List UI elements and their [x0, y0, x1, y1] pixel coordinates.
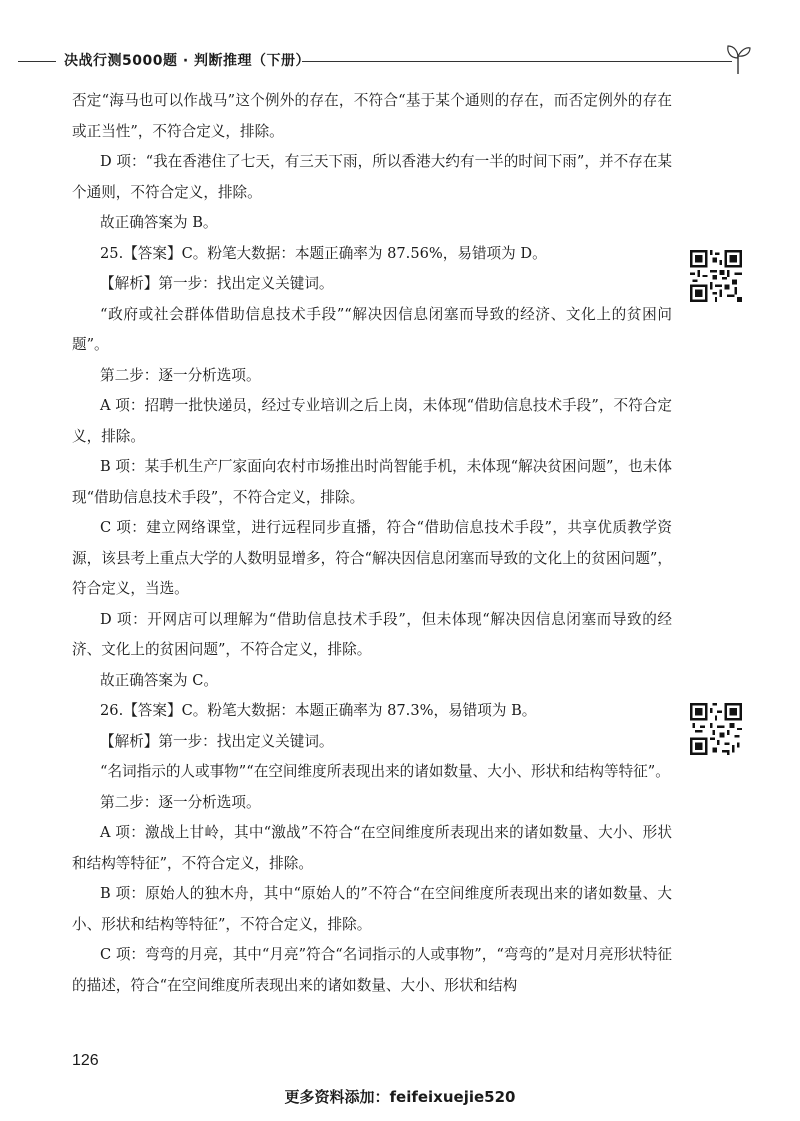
header-rule-right: [302, 61, 732, 62]
paragraph-keywords: “政府或社会群体借助信息技术手段”“解决因信息闭塞而导致的经济、文化上的贫困问题”。: [72, 305, 672, 353]
paragraph-answer: 故正确答案为 C。: [100, 671, 218, 689]
qr-code-icon[interactable]: [690, 703, 742, 755]
footer-note: 更多资料添加：feifeixuejie520: [284, 1088, 516, 1106]
paragraph-option-a: A 项：激战上甘岭，其中“激战”不符合“在空间维度所表现出来的诸如数量、大小、形状和结构等特征”，不符合定义，排除。: [72, 824, 672, 872]
paragraph-option-c: C 项：弯弯的月亮，其中“月亮”符合“名词指示的人或事物”，“弯弯的”是对月亮形状特征的描述，符合“在空间维度所表现出来的诸如数量、大小、形状和结构: [72, 946, 672, 994]
paragraph-answer: 故正确答案为 B。: [100, 214, 218, 231]
paragraph-option-d: D 项：“我在香港住了七天，有三天下雨，所以香港大约有一半的时间下雨”，并不存在某个通则，不符合定义，排除。: [72, 153, 672, 201]
paragraph: 否定“海马也可以作战马”这个例外的存在，不符合“基于某个通则的存在，而否定例外的存在或正当性”，不符合定义，排除。: [72, 92, 672, 140]
question-25-answer: 25.【答案】C。粉笔大数据：本题正确率为 87.56%，易错项为 D。: [100, 244, 547, 262]
sprout-icon: [724, 40, 752, 74]
paragraph-step-two: 第二步：逐一分析选项。: [100, 793, 261, 811]
analysis-heading: 【解析】第一步：找出定义关键词。: [100, 275, 334, 292]
page-number: 126: [72, 1052, 99, 1069]
paragraph-step-two: 第二步：逐一分析选项。: [100, 366, 261, 384]
paragraph-option-c: C 项：建立网络课堂，进行远程同步直播，符合“借助信息技术手段”，共享优质教学资源，该县考上重点大学的人数明显增多，符合“解决因信息闭塞而导致的文化上的贫困问题”，符合定义，当选。: [72, 519, 672, 597]
paragraph-option-d: D 项：开网店可以理解为“借助信息技术手段”，但未体现“解决因信息闭塞而导致的经济、文化上的贫困问题”，不符合定义，排除。: [72, 610, 672, 658]
question-26-answer: 26.【答案】C。粉笔大数据：本题正确率为 87.3%，易错项为 B。: [100, 702, 537, 719]
paragraph-option-a: A 项：招聘一批快递员，经过专业培训之后上岗，未体现“借助信息技术手段”，不符合定义，排除。: [72, 397, 672, 445]
paragraph-option-b: B 项：原始人的独木舟，其中“原始人的”不符合“在空间维度所表现出来的诸如数量、大小、形状和结构等特征”，不符合定义，排除。: [72, 885, 672, 933]
page-body: [72, 86, 672, 1001]
running-header: [0, 40, 800, 74]
qr-code-icon[interactable]: [690, 250, 742, 302]
paragraph-option-b: B 项：某手机生产厂家面向农村市场推出时尚智能手机，未体现“解决贫困问题”，也未体现“借助信息技术手段”，不符合定义，排除。: [72, 458, 672, 506]
analysis-heading: 【解析】第一步：找出定义关键词。: [100, 732, 334, 750]
book-title: 决战行测5000题 · 判断推理（下册）: [64, 53, 311, 69]
paragraph-keywords: “名词指示的人或事物”“在空间维度所表现出来的诸如数量、大小、形状和结构等特征”。: [100, 763, 670, 780]
header-rule-left: [18, 61, 56, 62]
